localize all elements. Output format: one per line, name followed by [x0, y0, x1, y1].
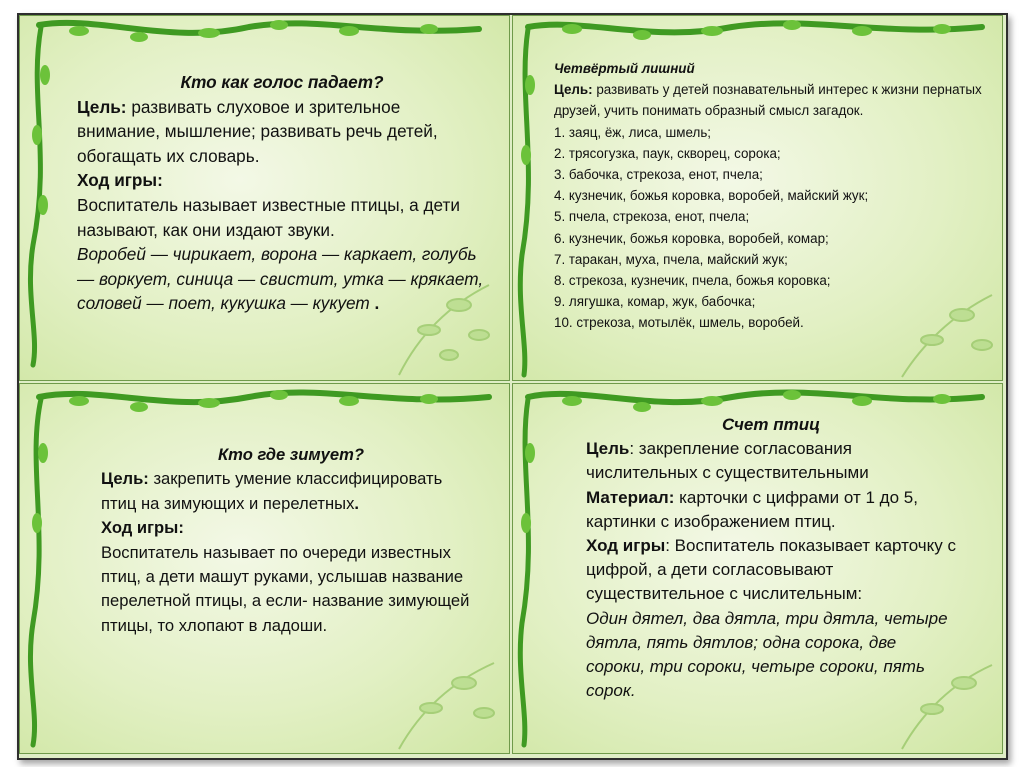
game-card-counting	[512, 383, 1003, 754]
material-text: карточки с цифрами от 1 до 5, картинки с изображением птиц.	[586, 487, 918, 531]
material-label: Материал:	[586, 487, 675, 507]
course-label: Ход игры	[586, 536, 666, 556]
card-text	[554, 58, 994, 334]
list-item: 10. стрекоза, мотылёк, шмель, воробей.	[554, 315, 804, 331]
card-text	[101, 443, 481, 638]
goal-label: Цель:	[77, 96, 127, 117]
goal-label: Цель	[586, 439, 630, 459]
card-title: Кто где зимует?	[217, 445, 365, 464]
example-text: Воробей — чирикает, ворона — каркает, голубь — воркует, синица — свистит, утка — крякает, соловей — поет, кукушка — кукует	[77, 244, 484, 314]
goal-text: закрепить умение классифицировать птиц на зимующих и перелетных	[101, 469, 443, 513]
card-text	[586, 413, 956, 703]
example-text: Один дятел, два дятла, три дятла, четыре дятла, пять дятлов; одна сорока, две сороки, три сороки, четыре сороки, пять сорок.	[586, 608, 948, 701]
list-item: 3. бабочка, стрекоза, енот, пчела;	[554, 167, 763, 183]
goal-text: развивать у детей познавательный интерес к жизни пернатых друзей, учить понимать образный смысл загадок.	[554, 82, 982, 119]
course-label: Ход игры:	[101, 518, 184, 538]
goal-label: Цель:	[554, 82, 593, 98]
list-item: 2. трясогузка, паук, скворец, сорока;	[554, 145, 781, 161]
course-text: : Воспитатель показывает карточку с цифрой, а дети согласовывают существительное с числительным:	[586, 536, 957, 604]
game-card-wintering	[19, 383, 510, 754]
goal-text: : закрепление согласования числительных с существительными	[586, 439, 869, 483]
goal-text: развивать слуховое и зрительное внимание, мышление; развивать речь детей, обогащать их словарь.	[77, 96, 438, 166]
list-item: 8. стрекоза, кузнечик, пчела, божья коровка;	[554, 273, 831, 289]
course-label: Ход игры:	[77, 170, 163, 191]
example-end: .	[369, 293, 380, 314]
card-title: Четвёртый лишний	[554, 61, 695, 76]
list-item: 1. заяц, ёж, лиса, шмель;	[554, 124, 712, 140]
course-text: Воспитатель называет известные птицы, а дети называют, как они издают звуки.	[77, 194, 461, 240]
list-item: 4. кузнечик, божья коровка, воробей, майский жук;	[554, 188, 869, 204]
goal-end: .	[354, 493, 359, 513]
goal-label: Цель:	[101, 469, 149, 489]
list-item: 9. лягушка, комар, жук, бабочка;	[554, 294, 756, 310]
list-item: 5. пчела, стрекоза, енот, пчела;	[554, 209, 750, 225]
card-title: Счет птиц	[721, 415, 821, 434]
course-text: Воспитатель называет по очереди известных птиц, а дети машут руками, услышав название перелетной птицы, а если- название зимующей птицы, то хлопают в ладоши.	[101, 542, 470, 635]
game-card-voices	[19, 15, 510, 381]
card-title: Кто как голос падает?	[180, 72, 384, 92]
list-item: 7. таракан, муха, пчела, майский жук;	[554, 251, 788, 267]
card-text	[77, 70, 487, 316]
game-card-odd-one-out	[512, 15, 1003, 381]
list-item: 6. кузнечик, божья коровка, воробей, комар;	[554, 230, 829, 246]
